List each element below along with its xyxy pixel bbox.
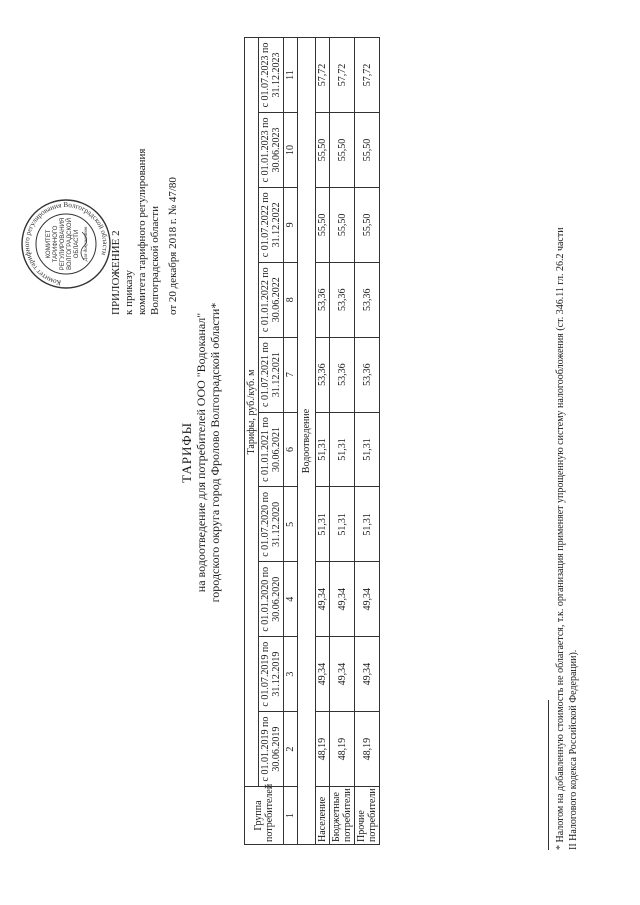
period-header: с 01.01.2021 по 30.06.2021 bbox=[259, 412, 284, 487]
tariff-value: 49,34 bbox=[355, 637, 380, 712]
period-header: с 01.07.2020 по 31.12.2020 bbox=[259, 487, 284, 562]
section-row bbox=[298, 38, 316, 845]
document-title bbox=[180, 0, 222, 905]
tariff-value: 48,19 bbox=[316, 712, 330, 787]
seal-center-line: КОМИТЕТ bbox=[46, 229, 52, 259]
column-number: 1 bbox=[284, 787, 298, 845]
period-header: с 01.01.2019 по 30.06.2019 bbox=[259, 712, 284, 787]
footnote-line: * Налогом на добавленную стоимость не облагается, т.к. организация применяет упрощенную систему налогообложения (ст. 346.11 гл. 26.2 части bbox=[555, 227, 566, 850]
tariff-value: 53,36 bbox=[316, 262, 330, 337]
tariff-value: 48,19 bbox=[355, 712, 380, 787]
footnote bbox=[554, 50, 580, 850]
column-number: 3 bbox=[284, 637, 298, 712]
period-header: с 01.07.2022 по 31.12.2022 bbox=[259, 187, 284, 262]
seal-center-line: ТАРИФНОГО bbox=[53, 225, 59, 263]
footnote-line: II Налогового кодекса Российской Федерации). bbox=[568, 649, 579, 850]
tariff-value: 48,19 bbox=[330, 712, 355, 787]
official-seal-stamp bbox=[20, 198, 112, 290]
tariff-value: 51,31 bbox=[316, 487, 330, 562]
tariff-value: 53,36 bbox=[330, 262, 355, 337]
seal-center-line: РЕГУЛИРОВАНИЯ bbox=[60, 217, 66, 271]
column-number: 2 bbox=[284, 712, 298, 787]
tariff-value: 49,34 bbox=[355, 562, 380, 637]
group-header: Группа потребителей bbox=[245, 787, 284, 845]
title-main: ТАРИФЫ bbox=[179, 422, 194, 483]
appendix-title: ПРИЛОЖЕНИЕ 2 bbox=[110, 230, 122, 315]
tariffs-header: Тарифы, руб./куб. м bbox=[245, 38, 259, 787]
consumer-group: Бюджетные потребители bbox=[330, 787, 355, 845]
tariff-value: 51,31 bbox=[355, 412, 380, 487]
column-number: 5 bbox=[284, 487, 298, 562]
table-row bbox=[330, 38, 355, 845]
footnote-divider bbox=[548, 700, 549, 850]
table-row bbox=[316, 38, 330, 845]
column-number: 4 bbox=[284, 562, 298, 637]
tariff-value: 53,36 bbox=[316, 337, 330, 412]
column-number: 8 bbox=[284, 262, 298, 337]
seal-ring-text: Комитет тарифного регулирования Волгоградской области bbox=[22, 200, 110, 287]
period-header: с 01.07.2019 по 31.12.2019 bbox=[259, 637, 284, 712]
title-line: на водоотведение для потребителей ООО "Водоканал" bbox=[194, 312, 208, 593]
order-date-number: от 20 декабря 2018 г. № 47/80 bbox=[167, 177, 179, 315]
column-number: 7 bbox=[284, 337, 298, 412]
column-number: 10 bbox=[284, 112, 298, 187]
tariff-value: 49,34 bbox=[316, 637, 330, 712]
tariff-value: 55,50 bbox=[330, 112, 355, 187]
tariff-table bbox=[244, 37, 380, 845]
appendix-line: к приказу bbox=[123, 269, 135, 315]
period-header: с 01.07.2023 по 31.12.2023 bbox=[259, 38, 284, 113]
tariff-value: 55,50 bbox=[330, 187, 355, 262]
period-header: с 01.07.2021 по 31.12.2021 bbox=[259, 337, 284, 412]
seal-center-line: ОБЛАСТИ bbox=[74, 229, 80, 259]
period-header-row bbox=[259, 38, 284, 845]
seal-center-line: Для документов bbox=[84, 226, 89, 262]
tariff-value: 49,34 bbox=[316, 562, 330, 637]
tariff-value: 57,72 bbox=[316, 38, 330, 113]
tariff-value: 55,50 bbox=[355, 187, 380, 262]
appendix-line: Волгоградской области bbox=[149, 206, 161, 315]
section-title: Водоотведение bbox=[298, 38, 316, 845]
tariff-value: 51,31 bbox=[330, 487, 355, 562]
column-number: 6 bbox=[284, 412, 298, 487]
period-header: с 01.01.2022 по 30.06.2022 bbox=[259, 262, 284, 337]
tariff-value: 51,31 bbox=[355, 487, 380, 562]
table-header-row bbox=[245, 38, 259, 845]
consumer-group: Население bbox=[316, 787, 330, 845]
consumer-group: Прочие потребители bbox=[355, 787, 380, 845]
tariff-value: 55,50 bbox=[355, 112, 380, 187]
tariff-value: 55,50 bbox=[316, 187, 330, 262]
tariff-value: 55,50 bbox=[316, 112, 330, 187]
tariff-value: 53,36 bbox=[330, 337, 355, 412]
tariff-value: 49,34 bbox=[330, 562, 355, 637]
period-header: с 01.01.2020 по 30.06.2020 bbox=[259, 562, 284, 637]
seal-center-line: ВОЛГОГРАДСКОЙ bbox=[67, 218, 73, 270]
column-number: 11 bbox=[284, 38, 298, 113]
tariff-value: 49,34 bbox=[330, 637, 355, 712]
column-number: 9 bbox=[284, 187, 298, 262]
period-header: с 01.01.2023 по 30.06.2023 bbox=[259, 112, 284, 187]
tariff-value: 57,72 bbox=[330, 38, 355, 113]
tariff-value: 51,31 bbox=[330, 412, 355, 487]
title-line: городского округа город Фролово Волгоградской области* bbox=[208, 302, 222, 603]
table-row bbox=[355, 38, 380, 845]
column-number-row bbox=[284, 38, 298, 845]
tariff-value: 53,36 bbox=[355, 262, 380, 337]
tariff-value: 51,31 bbox=[316, 412, 330, 487]
tariff-value: 53,36 bbox=[355, 337, 380, 412]
appendix-line: комитета тарифного регулирования bbox=[136, 148, 148, 315]
appendix-header bbox=[110, 149, 180, 315]
tariff-value: 57,72 bbox=[355, 38, 380, 113]
